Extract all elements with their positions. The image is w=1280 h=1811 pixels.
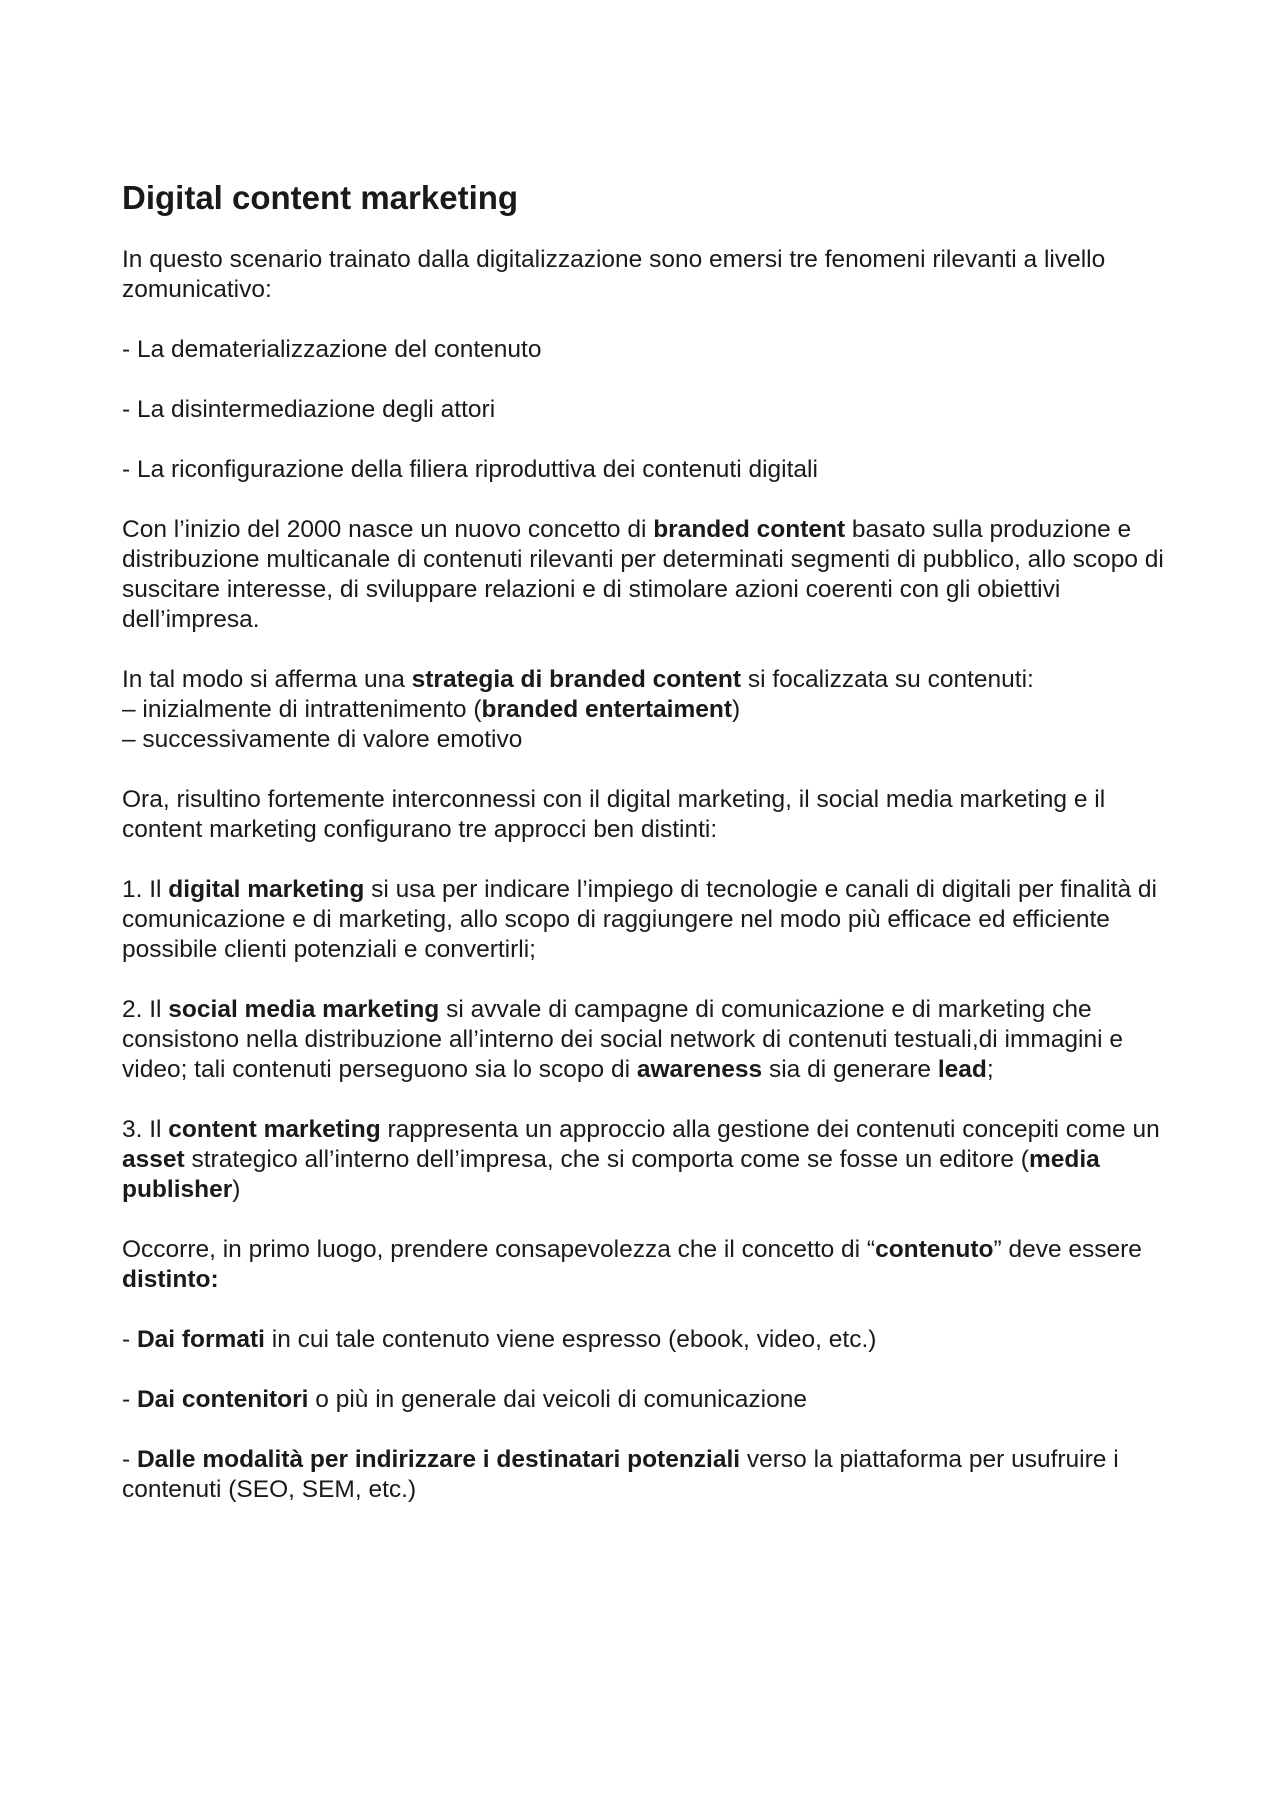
- distinct-item: - Dai contenitori o più in generale dai veicoli di comunicazione: [122, 1385, 807, 1413]
- distinct-item: - Dalle modalità per indirizzare i destinatari potenziali verso la piattaforma per usufruire i contenuti (SEO, SEM, etc.): [122, 1445, 1119, 1503]
- phenomenon-item: - La riconfigurazione della filiera riproduttiva dei contenuti digitali: [122, 455, 818, 483]
- strategy-item: – successivamente di valore emotivo: [122, 725, 523, 753]
- concept-paragraph: Occorre, in primo luogo, prendere consapevolezza che il concetto di “contenuto” deve essere distinto:: [122, 1235, 1142, 1293]
- approach-item-digital: 1. Il digital marketing si usa per indicare l’impiego di tecnologie e canali di digitali per finalità di comunicazione e di marketing, allo scopo di raggiungere nel modo più efficace ed efficiente possibile clienti potenziali e convertirli;: [122, 875, 1157, 963]
- distinct-item: - Dai formati in cui tale contenuto viene espresso (ebook, video, etc.): [122, 1325, 877, 1353]
- strategy-paragraph: In tal modo si afferma una strategia di branded content si focalizzata su contenuti:: [122, 665, 1034, 693]
- phenomenon-item: - La disintermediazione degli attori: [122, 395, 496, 423]
- strategy-item: – inizialmente di intrattenimento (branded entertaiment): [122, 695, 741, 723]
- branded-content-paragraph: Con l’inizio del 2000 nasce un nuovo concetto di branded content basato sulla produzione e distribuzione multicanale di contenuti rilevanti per determinati segmenti di pubblico, allo scopo di suscitare interesse, di sviluppare relazioni e di stimolare azioni coerenti con gli obiettivi dell’impresa.: [122, 515, 1164, 633]
- approach-item-content: 3. Il content marketing rappresenta un approccio alla gestione dei contenuti concepiti come un asset strategico all’interno dell’impresa, che si comporta come se fosse un editore (media publisher): [122, 1115, 1160, 1203]
- page-title: Digital content marketing: [122, 179, 519, 216]
- document-body: [122, 178, 1172, 1535]
- approach-item-social: 2. Il social media marketing si avvale di campagne di comunicazione e di marketing che consistono nella distribuzione all’interno dei social network di contenuti testuali,di immagini e video; tali contenuti perseguono sia lo scopo di awareness sia di generare lead;: [122, 995, 1123, 1083]
- phenomenon-item: - La dematerializzazione del contenuto: [122, 335, 542, 363]
- intro-paragraph: In questo scenario trainato dalla digitalizzazione sono emersi tre fenomeni rilevanti a livello zomunicativo:: [122, 245, 1106, 303]
- approaches-intro: Ora, risultino fortemente interconnessi con il digital marketing, il social media marketing e il content marketing configurano tre approcci ben distinti:: [122, 785, 1106, 843]
